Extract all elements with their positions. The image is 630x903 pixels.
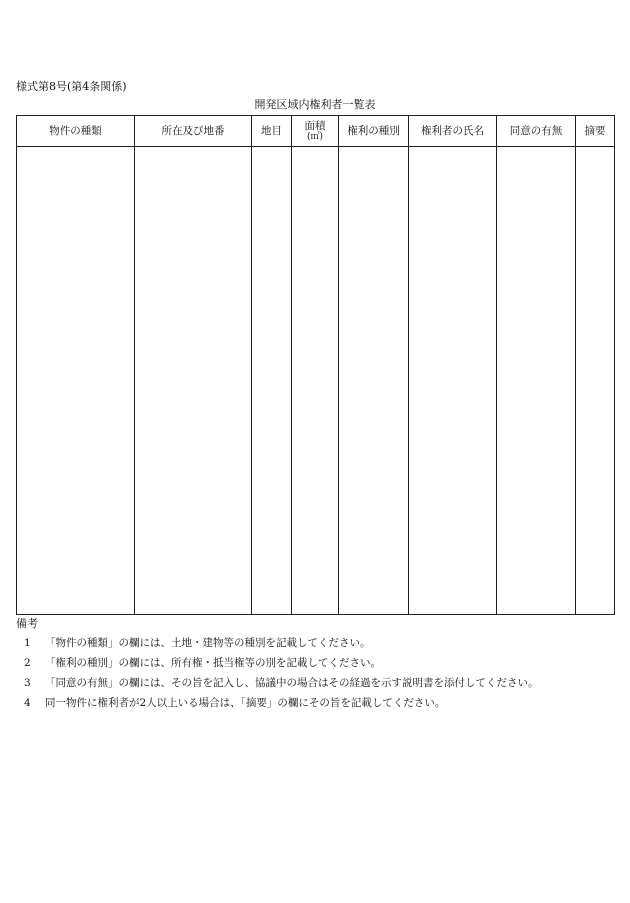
header-area	[292, 116, 339, 147]
header-remarks: 摘要	[576, 116, 615, 147]
header-area-unit: (㎡)	[306, 131, 324, 142]
table-header-row	[17, 116, 615, 147]
rights-holder-table	[16, 115, 615, 615]
header-consent: 同意の有無	[497, 116, 576, 147]
cell-property-type[interactable]	[17, 147, 135, 615]
note-text: 「同意の有無」の欄には、その旨を記入し、協議中の場合はその経過を示す説明書を添付してください。	[45, 677, 539, 689]
note-text: 「権利の種別」の欄には、所有権・抵当権等の別を記載してください。	[45, 657, 381, 669]
notes-list	[24, 636, 539, 716]
note-text: 「物件の種類」の欄には、土地・建物等の種別を記載してください。	[45, 637, 371, 649]
cell-right-type[interactable]	[339, 147, 409, 615]
note-item	[24, 696, 539, 710]
header-right-type: 権利の種別	[339, 116, 409, 147]
header-land-category: 地目	[252, 116, 292, 147]
cell-land-category[interactable]	[252, 147, 292, 615]
header-property-type: 物件の種類	[17, 116, 135, 147]
cell-location-lot-number[interactable]	[135, 147, 252, 615]
note-number: 3	[24, 677, 31, 689]
header-right-holder-name: 権利者の氏名	[409, 116, 497, 147]
note-item	[24, 636, 539, 650]
table-title: 開発区域内権利者一覧表	[254, 98, 376, 111]
header-area-label: 面積	[304, 119, 326, 132]
form-number: 様式第8号(第4条関係)	[16, 80, 127, 93]
note-item	[24, 676, 539, 690]
cell-remarks[interactable]	[576, 147, 615, 615]
note-text: 同一物件に権利者が2人以上いる場合は、「摘要」の欄にその旨を記載してください。	[45, 697, 446, 709]
table-body-row	[17, 147, 615, 615]
note-number: 4	[24, 697, 31, 709]
cell-area[interactable]	[292, 147, 339, 615]
cell-consent[interactable]	[497, 147, 576, 615]
note-number: 1	[24, 637, 31, 649]
note-item	[24, 656, 539, 670]
header-location-lot-number: 所在及び地番	[135, 116, 252, 147]
cell-right-holder-name[interactable]	[409, 147, 497, 615]
note-number: 2	[24, 657, 31, 669]
notes-title: 備考	[16, 617, 38, 630]
